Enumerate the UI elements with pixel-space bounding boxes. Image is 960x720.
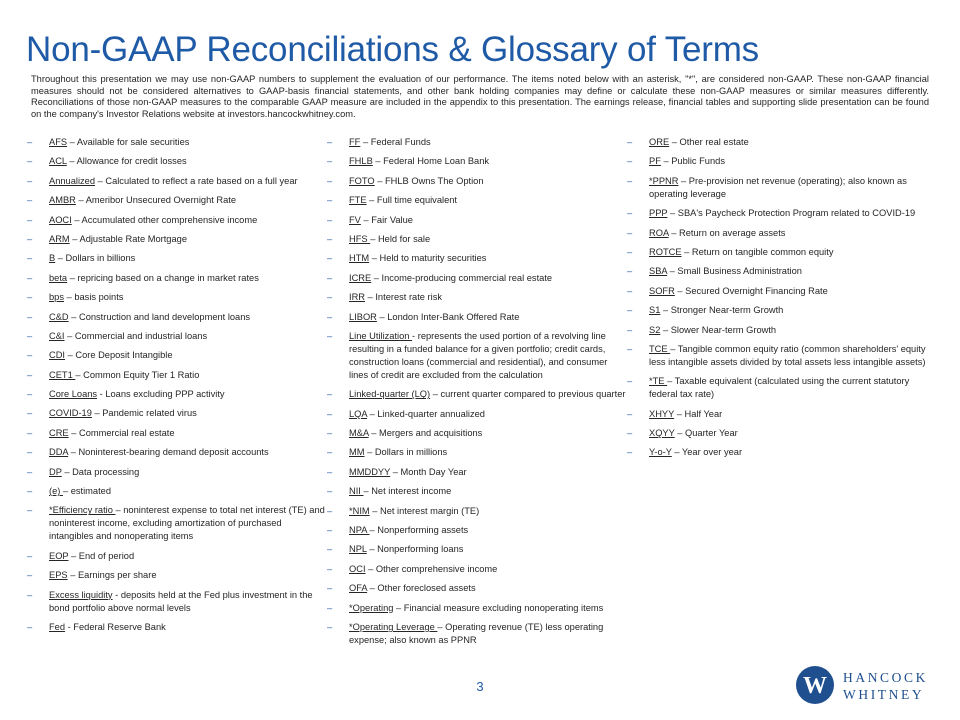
bullet-dash: – (627, 266, 633, 277)
bullet-dash: – (327, 330, 333, 341)
term-abbreviation: FTE (349, 195, 367, 206)
bullet-dash: – (327, 389, 333, 400)
glossary-column-3 (627, 136, 939, 466)
term-definition: – Slower Near-term Growth (660, 324, 777, 335)
svg-text:W: W (803, 673, 827, 699)
term-abbreviation: SBA (649, 266, 668, 277)
glossary-term (27, 272, 327, 285)
bullet-dash: – (627, 246, 633, 257)
glossary-term (327, 311, 627, 324)
bullet-dash: – (327, 583, 333, 594)
term-definition: – London Inter-Bank Offered Rate (376, 311, 520, 322)
term-abbreviation: ROA (649, 227, 669, 238)
bullet-dash: – (627, 305, 633, 316)
bullet-dash: – (27, 214, 33, 225)
term-abbreviation: CDI (49, 350, 66, 361)
bullet-dash: – (27, 621, 33, 632)
term-abbreviation: CET1 (49, 369, 76, 380)
glossary-column-1 (27, 136, 327, 640)
bullet-dash: – (27, 292, 33, 303)
bullet-dash: – (27, 486, 33, 497)
term-definition: – Pre-provision net revenue (operating); also known as operating leverage (649, 175, 907, 199)
term-definition: – Secured Overnight Financing Rate (674, 285, 828, 296)
logo-text-whitney: WHITNEY (843, 687, 925, 702)
glossary-term (627, 446, 939, 459)
bullet-dash: – (27, 195, 33, 206)
bullet-dash: – (27, 253, 33, 264)
term-abbreviation: COVID-19 (49, 408, 92, 419)
term-definition: – Federal Home Loan Bank (372, 156, 490, 167)
term-definition: – Adjustable Rate Mortgage (69, 233, 187, 244)
term-definition: – Financial measure excluding nonoperating items (393, 602, 604, 613)
term-definition: – Ameribor Unsecured Overnight Rate (75, 195, 237, 206)
term-abbreviation: SOFR (649, 285, 675, 296)
term-abbreviation: C&D (49, 311, 69, 322)
logo-text-hancock: HANCOCK (843, 670, 928, 685)
bullet-dash: – (327, 175, 333, 186)
term-abbreviation: DDA (49, 447, 69, 458)
bullet-dash: – (327, 525, 333, 536)
glossary-term (327, 563, 627, 576)
term-definition: – End of period (68, 550, 135, 561)
bullet-dash: – (27, 369, 33, 380)
term-abbreviation: CRE (49, 427, 69, 438)
term-abbreviation: OFA (349, 583, 368, 594)
term-abbreviation: PF (649, 156, 661, 167)
term-definition: – Year over year (671, 447, 743, 458)
glossary-term (327, 466, 627, 479)
bullet-dash: – (327, 466, 333, 477)
glossary-term (27, 311, 327, 324)
term-abbreviation: Line Utilization (349, 330, 413, 341)
glossary-term (627, 427, 939, 440)
term-abbreviation: IRR (349, 292, 366, 303)
term-abbreviation: NPL (349, 544, 367, 555)
bullet-dash: – (27, 447, 33, 458)
glossary-term (327, 582, 627, 595)
bullet-dash: – (627, 376, 633, 387)
term-definition: – Commercial real estate (68, 427, 175, 438)
bullet-dash: – (27, 175, 33, 186)
term-abbreviation: *Operating Leverage (349, 621, 438, 632)
term-definition: – Interest rate risk (365, 292, 443, 303)
term-definition: – basis points (64, 292, 124, 303)
term-definition: - Loans excluding PPP activity (97, 389, 225, 400)
bullet-dash: – (327, 544, 333, 555)
glossary-term (327, 388, 627, 401)
glossary-term (627, 343, 939, 369)
term-definition: – Available for sale securities (67, 137, 190, 147)
glossary-term (27, 252, 327, 265)
term-definition: – Small Business Administration (667, 266, 802, 277)
bullet-dash: – (27, 466, 33, 477)
term-definition: – Allowance for credit losses (66, 156, 187, 167)
glossary-term (327, 291, 627, 304)
term-abbreviation: Excess liquidity (49, 589, 113, 600)
term-abbreviation: (e) (49, 486, 63, 497)
glossary-term (327, 602, 627, 615)
glossary-term (627, 324, 939, 337)
glossary-term (327, 155, 627, 168)
term-abbreviation: AFS (49, 137, 68, 147)
glossary-term (327, 485, 627, 498)
term-definition: – SBA's Paycheck Protection Program related to COVID-19 (667, 208, 916, 219)
term-abbreviation: FOTO (349, 175, 375, 186)
term-abbreviation: beta (49, 272, 68, 283)
glossary-term (327, 524, 627, 537)
glossary-term (627, 155, 939, 168)
term-definition: – current quarter compared to previous quarter (430, 389, 626, 400)
bullet-dash: – (327, 447, 333, 458)
bullet-dash: – (27, 156, 33, 167)
term-abbreviation: Fed (49, 621, 66, 632)
hancock-whitney-logo (795, 662, 935, 708)
bullet-dash: – (327, 156, 333, 167)
term-abbreviation: MMDDYY (349, 466, 391, 477)
term-abbreviation: S2 (649, 324, 661, 335)
term-definition: – Income-producing commercial real estate (371, 272, 553, 283)
bullet-dash: – (27, 427, 33, 438)
term-definition: – Operating revenue (TE) less operating expense; also known as PPNR (349, 621, 604, 645)
term-definition: – Core Deposit Intangible (65, 350, 173, 361)
term-definition: – Fair Value (360, 214, 413, 225)
term-abbreviation: *TE (649, 376, 668, 387)
term-definition: – Held for sale (370, 233, 431, 244)
bullet-dash: – (627, 447, 633, 458)
bullet-dash: – (327, 563, 333, 574)
term-definition: – Taxable equivalent (calculated using the current statutory federal tax rate) (649, 376, 910, 400)
glossary-term (27, 214, 327, 227)
term-abbreviation: EPS (49, 570, 68, 581)
term-definition: – Net interest margin (TE) (369, 505, 480, 516)
glossary-term (327, 272, 627, 285)
bullet-dash: – (627, 156, 633, 167)
term-definition: – Held to maturity securities (369, 253, 487, 264)
bullet-dash: – (27, 272, 33, 283)
term-definition: – Stronger Near-term Growth (660, 305, 784, 316)
term-abbreviation: NII (349, 486, 364, 497)
intro-paragraph: Throughout this presentation we may use non-GAAP numbers to supplement the evaluation of our performance. The items noted below with an asterisk, "*", are considered non-GAAP. These non-GAAP financial measures should not be considered alternatives to GAAP-basis financial statements, and other bank holding companies may define or calculate these non-GAAP measures or similar measures differently. Reconciliations of those non-GAAP measures to the comparable GAAP measure are included in the appendix to this presentation. The earnings release, financial tables and supporting slide presentation can be found on the company's Investor Relations website at investors.hancockwhitney.com. (31, 74, 929, 119)
term-definition: – noninterest expense to total net interest (TE) and noninterest income, excluding amortization of purchased intangibles and nonoperating items (49, 505, 325, 542)
glossary-term (627, 136, 939, 149)
term-definition: – Pandemic related virus (91, 408, 197, 419)
term-definition: – Earnings per share (67, 570, 157, 581)
term-abbreviation: *PPNR (649, 175, 679, 186)
glossary-term (27, 569, 327, 582)
term-definition: – Dollars in billions (55, 253, 136, 264)
bullet-dash: – (327, 621, 333, 632)
term-abbreviation: Annualized (49, 175, 96, 186)
term-definition: - deposits held at the Fed plus investment in the bond portfolio above normal levels (49, 589, 313, 613)
term-abbreviation: ACL (49, 156, 67, 167)
glossary-term (27, 349, 327, 362)
term-abbreviation: MM (349, 447, 365, 458)
glossary-term (27, 136, 327, 149)
glossary-term (627, 207, 939, 220)
term-definition: – Dollars in millions (364, 447, 448, 458)
term-abbreviation: XQYY (649, 428, 675, 439)
bullet-dash: – (327, 214, 333, 225)
term-abbreviation: *Operating (349, 602, 394, 613)
term-definition: – repricing based on a change in market rates (67, 272, 259, 283)
bullet-dash: – (27, 233, 33, 244)
bullet-dash: – (327, 292, 333, 303)
bullet-dash: – (27, 389, 33, 400)
glossary-term (27, 485, 327, 498)
term-definition: – Return on tangible common equity (681, 246, 834, 257)
glossary-term (27, 330, 327, 343)
term-definition: - represents the used portion of a revolving line resulting in a funded balance for a given portfolio; credit cards, construction loans (commercial and residential), and consumer lines of credit are excluded from the calculation (349, 330, 608, 380)
bullet-dash: – (627, 428, 633, 439)
glossary-term (27, 175, 327, 188)
bullet-dash: – (627, 343, 633, 354)
term-definition: – Other real estate (669, 137, 749, 147)
term-definition: – Other comprehensive income (365, 563, 498, 574)
term-abbreviation: Core Loans (49, 389, 98, 400)
term-abbreviation: XHYY (649, 408, 675, 419)
glossary-term (27, 155, 327, 168)
glossary-term (27, 621, 327, 634)
bullet-dash: – (327, 505, 333, 516)
term-abbreviation: S1 (649, 305, 661, 316)
logo-mark-icon (795, 665, 835, 705)
bullet-dash: – (627, 208, 633, 219)
bullet-dash: – (27, 550, 33, 561)
term-definition: - Federal Reserve Bank (65, 621, 166, 632)
term-definition: – Half Year (674, 408, 723, 419)
glossary-term (327, 233, 627, 246)
glossary-term (27, 194, 327, 207)
bullet-dash: – (27, 330, 33, 341)
term-definition: – Federal Funds (360, 137, 431, 147)
glossary-term (627, 375, 939, 401)
term-definition: – Net interest income (363, 486, 452, 497)
glossary-term (327, 214, 627, 227)
term-abbreviation: LIBOR (349, 311, 377, 322)
glossary-term (627, 285, 939, 298)
glossary-term (327, 446, 627, 459)
term-abbreviation: LQA (349, 408, 368, 419)
term-definition: – Commercial and industrial loans (64, 330, 208, 341)
bullet-dash: – (627, 175, 633, 186)
bullet-dash: – (627, 285, 633, 296)
glossary-term (27, 504, 327, 543)
glossary-term (627, 265, 939, 278)
glossary-term (27, 589, 327, 615)
glossary-term (627, 227, 939, 240)
term-abbreviation: NPA (349, 525, 370, 536)
glossary-term (327, 136, 627, 149)
term-abbreviation: ORE (649, 137, 670, 147)
term-definition: – Nonperforming loans (366, 544, 464, 555)
term-abbreviation: OCI (349, 563, 366, 574)
term-abbreviation: bps (49, 292, 64, 303)
glossary-term (327, 408, 627, 421)
term-definition: – Month Day Year (390, 466, 467, 477)
term-abbreviation: C&I (49, 330, 65, 341)
bullet-dash: – (327, 486, 333, 497)
bullet-dash: – (327, 428, 333, 439)
term-definition: – FHLB Owns The Option (374, 175, 484, 186)
term-definition: – Construction and land development loans (68, 311, 251, 322)
glossary-term (27, 550, 327, 563)
bullet-dash: – (27, 350, 33, 361)
glossary-term (327, 621, 627, 647)
bullet-dash: – (327, 311, 333, 322)
bullet-dash: – (327, 602, 333, 613)
bullet-dash: – (27, 570, 33, 581)
glossary-term (327, 505, 627, 518)
term-abbreviation: PPP (649, 208, 668, 219)
page-title: Non-GAAP Reconciliations & Glossary of Terms (26, 30, 759, 69)
term-abbreviation: Y-o-Y (649, 447, 672, 458)
term-abbreviation: Linked-quarter (LQ) (349, 389, 431, 400)
glossary-term (327, 330, 627, 382)
term-definition: – Other foreclosed assets (367, 583, 476, 594)
bullet-dash: – (627, 324, 633, 335)
term-definition: – Accumulated other comprehensive income (71, 214, 258, 225)
term-definition: – Common Equity Tier 1 Ratio (75, 369, 200, 380)
term-abbreviation: ICRE (349, 272, 372, 283)
bullet-dash: – (327, 137, 333, 147)
term-abbreviation: ROTCE (649, 246, 682, 257)
term-definition: – Return on average assets (668, 227, 786, 238)
bullet-dash: – (27, 311, 33, 322)
glossary-term (627, 304, 939, 317)
bullet-dash: – (327, 272, 333, 283)
term-abbreviation: *NIM (349, 505, 370, 516)
bullet-dash: – (327, 233, 333, 244)
term-abbreviation: B (49, 253, 56, 264)
term-definition: – Full time equivalent (366, 195, 457, 206)
term-abbreviation: EOP (49, 550, 69, 561)
glossary-term (27, 369, 327, 382)
bullet-dash: – (627, 408, 633, 419)
glossary-term (327, 543, 627, 556)
page-number: 3 (476, 679, 484, 694)
bullet-dash: – (627, 137, 633, 147)
glossary-term (27, 446, 327, 459)
glossary-term (27, 466, 327, 479)
term-definition: – Public Funds (660, 156, 725, 167)
term-abbreviation: DP (49, 466, 62, 477)
bullet-dash: – (327, 408, 333, 419)
glossary-term (627, 246, 939, 259)
term-abbreviation: M&A (349, 428, 369, 439)
bullet-dash: – (327, 195, 333, 206)
term-definition: – Data processing (61, 466, 140, 477)
bullet-dash: – (27, 589, 33, 600)
term-definition: – estimated (62, 486, 112, 497)
term-abbreviation: AOCI (49, 214, 72, 225)
term-abbreviation: ARM (49, 233, 70, 244)
glossary-term (327, 252, 627, 265)
glossary-term (327, 194, 627, 207)
bullet-dash: – (27, 408, 33, 419)
bullet-dash: – (627, 227, 633, 238)
glossary-term (27, 233, 327, 246)
term-abbreviation: TCE (649, 343, 671, 354)
bullet-dash: – (27, 505, 33, 516)
term-definition: – Calculated to reflect a rate based on a full year (95, 175, 298, 186)
glossary-column-2 (327, 136, 627, 653)
term-definition: – Noninterest-bearing demand deposit accounts (68, 447, 269, 458)
term-abbreviation: *Efficiency ratio (49, 505, 116, 516)
term-abbreviation: HTM (349, 253, 370, 264)
term-definition: – Nonperforming assets (369, 525, 469, 536)
term-abbreviation: AMBR (49, 195, 76, 206)
term-abbreviation: HFS (349, 233, 371, 244)
term-abbreviation: FF (349, 137, 361, 147)
term-definition: – Tangible common equity ratio (common shareholders' equity less intangible assets divided by total assets less intangible assets) (649, 343, 926, 367)
glossary-term (327, 427, 627, 440)
term-definition: – Linked-quarter annualized (367, 408, 485, 419)
glossary-term (627, 408, 939, 421)
glossary-term (327, 175, 627, 188)
term-abbreviation: FHLB (349, 156, 373, 167)
term-definition: – Mergers and acquisitions (368, 428, 483, 439)
glossary-term (27, 407, 327, 420)
glossary-term (27, 427, 327, 440)
glossary-term (27, 388, 327, 401)
glossary-term (27, 291, 327, 304)
glossary-term (627, 175, 939, 201)
term-abbreviation: FV (349, 214, 361, 225)
bullet-dash: – (327, 253, 333, 264)
term-definition: – Quarter Year (674, 428, 738, 439)
bullet-dash: – (27, 137, 33, 147)
